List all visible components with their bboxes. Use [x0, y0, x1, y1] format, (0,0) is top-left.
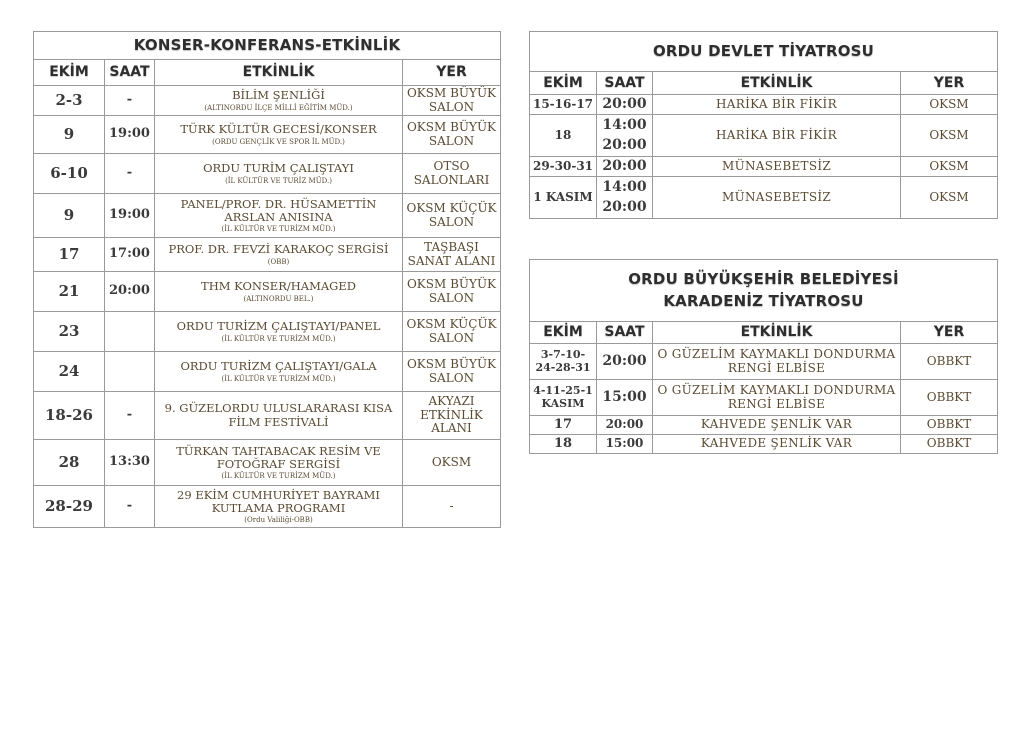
row-event — [155, 194, 403, 238]
row-venue: OKSM — [901, 157, 998, 177]
event-organizer: (İL KÜLTÜR VE TURİZM MÜD.) — [221, 225, 336, 234]
header-ekim: EKİM — [34, 60, 105, 86]
row-event — [155, 486, 403, 528]
row-date: 6-10 — [34, 154, 105, 194]
event-organizer: (İL KÜLTÜR VE TURİZM MÜD.) — [221, 334, 336, 343]
row-time: 13:30 — [105, 440, 155, 486]
event-name: BİLİM ŞENLİĞİ — [232, 88, 325, 103]
row-date: 29-30-31 — [530, 157, 597, 177]
row-date: 18 — [530, 435, 597, 454]
row-date: 28 — [34, 440, 105, 486]
row-venue: OKSM KÜÇÜK SALON — [403, 312, 501, 352]
row-venue: OTSO SALONLARI — [403, 154, 501, 194]
row-event: MÜNASEBETSİZ — [653, 177, 901, 219]
row-event — [155, 392, 403, 440]
devlet-tiyatrosu-table — [529, 31, 998, 219]
row-time: 20:00 — [597, 344, 653, 380]
event-name: 29 EKİM CUMHURİYET BAYRAMI KUTLAMA PROGRAMI — [177, 487, 380, 515]
table-row — [530, 344, 998, 380]
row-time: 19:00 — [105, 116, 155, 154]
header-saat: SAAT — [597, 72, 653, 95]
table-row — [34, 272, 501, 312]
event-organizer: (Ordu Valiliği-OBB) — [244, 516, 313, 525]
row-venue: OKSM — [403, 440, 501, 486]
row-time: - — [105, 86, 155, 116]
row-venue: OKSM KÜÇÜK SALON — [403, 194, 501, 238]
karadeniz-tiyatrosu-table — [529, 259, 998, 454]
event-name: TÜRK KÜLTÜR GECESİ/KONSER — [180, 122, 377, 137]
row-venue: - — [403, 486, 501, 528]
event-name: PROF. DR. FEVZİ KARAKOÇ SERGİSİ — [168, 242, 389, 257]
row-time: 20:00 — [597, 416, 653, 435]
event-name: 9. GÜZELORDU ULUSLARARASI KISA FİLM FESTİVALİ — [164, 401, 393, 429]
table-row — [34, 352, 501, 392]
row-time: 15:00 — [597, 380, 653, 416]
header-saat: SAAT — [105, 60, 155, 86]
karadeniz-title-line2: KARADENİZ TİYATROSU — [663, 291, 864, 310]
row-time: - — [105, 486, 155, 528]
row-venue: OKSM BÜYÜK SALON — [403, 272, 501, 312]
row-date: 9 — [34, 194, 105, 238]
row-time: 14:00 20:00 — [597, 177, 653, 219]
table-row — [530, 115, 998, 157]
row-time: - — [105, 154, 155, 194]
event-organizer: (OBB) — [267, 257, 290, 266]
row-event: KAHVEDE ŞENLİK VAR — [653, 416, 901, 435]
row-event: HARİKA BİR FİKİR — [653, 115, 901, 157]
header-yer: YER — [901, 322, 998, 344]
row-event — [155, 116, 403, 154]
konser-table — [33, 31, 501, 528]
header-yer: YER — [901, 72, 998, 95]
header-etkinlik: ETKİNLİK — [653, 72, 901, 95]
row-date: 18-26 — [34, 392, 105, 440]
header-saat: SAAT — [597, 322, 653, 344]
row-venue: TAŞBAŞI SANAT ALANI — [403, 238, 501, 272]
event-organizer: (İL KÜLTÜR VE TURİZ MÜD.) — [225, 176, 332, 185]
row-time: 19:00 — [105, 194, 155, 238]
table-row — [34, 486, 501, 528]
row-venue: OBBKT — [901, 416, 998, 435]
row-time: 20:00 — [597, 95, 653, 115]
row-event: HARİKA BİR FİKİR — [653, 95, 901, 115]
header-etkinlik: ETKİNLİK — [653, 322, 901, 344]
event-name: PANEL/PROF. DR. HÜSAMETTİN ARSLAN ANISINA — [180, 196, 377, 224]
header-ekim: EKİM — [530, 72, 597, 95]
event-name: TÜRKAN TAHTABACAK RESİM VE FOTOĞRAF SERGİSİ — [176, 443, 381, 471]
row-event — [155, 440, 403, 486]
table-row — [34, 154, 501, 194]
row-date: 28-29 — [34, 486, 105, 528]
row-event: O GÜZELİM KAYMAKLI DONDURMA RENGİ ELBİSE — [653, 380, 901, 416]
table-row — [530, 416, 998, 435]
row-event — [155, 352, 403, 392]
row-date: 3-7-10-24-28-31 — [530, 344, 597, 380]
row-event — [155, 272, 403, 312]
row-date: 9 — [34, 116, 105, 154]
devlet-title: ORDU DEVLET TİYATROSU — [530, 32, 998, 72]
konser-title: KONSER-KONFERANS-ETKİNLİK — [34, 32, 501, 60]
row-venue: OKSM — [901, 177, 998, 219]
row-event: O GÜZELİM KAYMAKLI DONDURMA RENGİ ELBİSE — [653, 344, 901, 380]
table-row — [34, 312, 501, 352]
event-organizer: (İL KÜLTÜR VE TURİZM MÜD.) — [221, 472, 336, 481]
row-venue: OKSM BÜYÜK SALON — [403, 352, 501, 392]
header-etkinlik: ETKİNLİK — [155, 60, 403, 86]
header-yer: YER — [403, 60, 501, 86]
row-date: 1 KASIM — [530, 177, 597, 219]
row-date: 21 — [34, 272, 105, 312]
row-event: MÜNASEBETSİZ — [653, 157, 901, 177]
karadeniz-title — [530, 260, 998, 322]
row-time — [105, 312, 155, 352]
row-time — [105, 352, 155, 392]
row-event — [155, 312, 403, 352]
row-event: KAHVEDE ŞENLİK VAR — [653, 435, 901, 454]
row-time: 15:00 — [597, 435, 653, 454]
row-time: 14:00 20:00 — [597, 115, 653, 157]
row-time: 20:00 — [105, 272, 155, 312]
row-venue: OKSM BÜYÜK SALON — [403, 116, 501, 154]
table-row — [34, 194, 501, 238]
row-date: 17 — [530, 416, 597, 435]
table-row — [34, 238, 501, 272]
row-venue: AKYAZI ETKİNLİK ALANI — [403, 392, 501, 440]
row-venue: OKSM — [901, 115, 998, 157]
row-date: 2-3 — [34, 86, 105, 116]
row-date: 23 — [34, 312, 105, 352]
row-event — [155, 86, 403, 116]
row-event — [155, 154, 403, 194]
table-row — [530, 435, 998, 454]
event-name: ORDU TURİZM ÇALIŞTAYI/GALA — [180, 359, 377, 374]
table-row — [34, 440, 501, 486]
row-venue: OKSM BÜYÜK SALON — [403, 86, 501, 116]
event-name: THM KONSER/HAMAGED — [201, 279, 356, 294]
row-date: 24 — [34, 352, 105, 392]
event-organizer: (ALTINORDU İLÇE MİLLİ EĞİTİM MÜD.) — [204, 103, 353, 112]
row-time: 20:00 — [597, 157, 653, 177]
event-name: ORDU TURİM ÇALIŞTAYI — [203, 161, 354, 176]
row-time: - — [105, 392, 155, 440]
row-venue: OBBKT — [901, 435, 998, 454]
karadeniz-title-line1: ORDU BÜYÜKŞEHİR BELEDİYESİ — [628, 270, 899, 289]
table-row — [34, 116, 501, 154]
row-venue: OBBKT — [901, 344, 998, 380]
row-time: 17:00 — [105, 238, 155, 272]
event-name: ORDU TURİZM ÇALIŞTAYI/PANEL — [176, 319, 381, 334]
row-date: 18 — [530, 115, 597, 157]
row-date: 17 — [34, 238, 105, 272]
table-row — [530, 95, 998, 115]
table-row — [530, 157, 998, 177]
row-date: 4-11-25-1 KASIM — [530, 380, 597, 416]
row-venue: OBBKT — [901, 380, 998, 416]
event-organizer: (ORDU GENÇLİK VE SPOR İL MÜD.) — [212, 137, 345, 146]
header-ekim: EKİM — [530, 322, 597, 344]
row-date: 15-16-17 — [530, 95, 597, 115]
event-organizer: (ALTINORDU BEL.) — [243, 294, 314, 303]
row-event — [155, 238, 403, 272]
table-row — [530, 177, 998, 219]
table-row — [530, 380, 998, 416]
table-row — [34, 392, 501, 440]
event-organizer: (İL KÜLTÜR VE TURİZM MÜD.) — [221, 374, 336, 383]
row-venue: OKSM — [901, 95, 998, 115]
table-row — [34, 86, 501, 116]
